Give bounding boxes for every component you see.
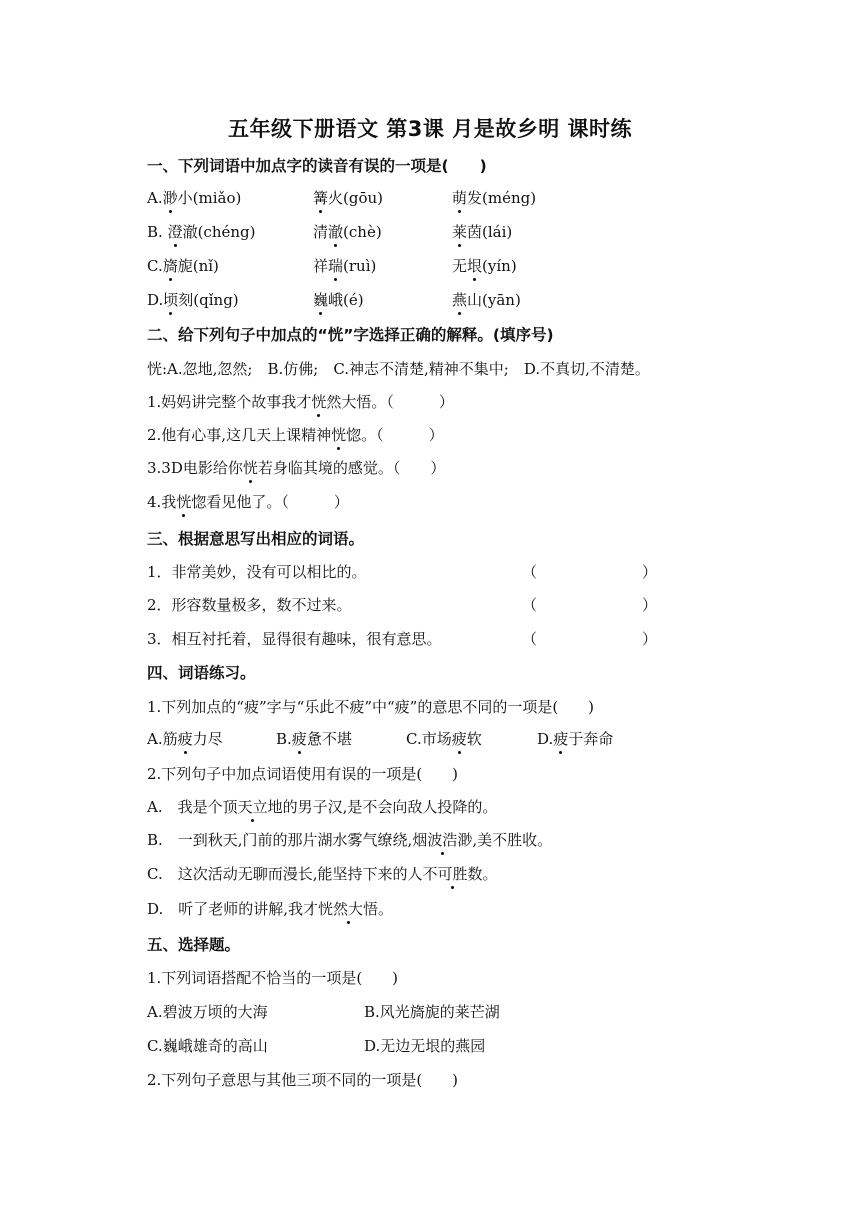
option-c: C.市场疲软 [406, 730, 482, 748]
option-d: D. 听了老师的讲解,我才恍然大悟。 [147, 900, 394, 918]
option-b: B. 澄澈(chéng) [147, 223, 256, 241]
word-b: 巍峨(é) [313, 291, 364, 309]
question-item: 1.妈妈讲完整个故事我才恍然大悟。（ ） [147, 393, 454, 411]
section1-heading: 一、下列词语中加点字的读音有误的一项是( ) [147, 157, 487, 175]
option-a: A.碧波万顷的大海 [147, 1003, 268, 1021]
question-item: 3.3D电影给你恍若身临其境的感觉。（ ） [147, 459, 446, 477]
option-b: B.疲惫不堪 [276, 730, 352, 748]
definition-line: 恍:A.忽地,忽然; B.仿佛; C.神志不清楚,精神不集中; D.不真切,不清楚。 [147, 360, 650, 378]
section2-heading: 二、给下列句子中加点的“恍”字选择正确的解释。(填序号) [147, 326, 554, 344]
word-c: 萌发(méng) [452, 189, 537, 207]
option-d: D.无边无垠的燕园 [364, 1037, 486, 1055]
page-title: 五年级下册语文 第3课 月是故乡明 课时练 [227, 117, 633, 141]
answer-blank: （ ） [522, 596, 658, 614]
option-c: C. 这次活动无聊而漫长,能坚持下来的人不可胜数。 [147, 865, 498, 883]
definition-item: 2．形容数量极多，数不过来。 [147, 596, 352, 614]
option-a: A. 我是个顶天立地的男子汉,是不会向敌人投降的。 [147, 798, 498, 816]
section4-heading: 四、词语练习。 [147, 664, 256, 682]
option-a: A.筋疲力尽 [147, 730, 223, 748]
definition-item: 3．相互衬托着，显得很有趣味，很有意思。 [147, 630, 442, 648]
definition-item: 1．非常美妙，没有可以相比的。 [147, 563, 367, 581]
word-b: 清澈(chè) [313, 223, 382, 241]
question-text: 1.下列加点的“疲”字与“乐此不疲”中“疲”的意思不同的一项是( ) [147, 698, 595, 716]
option-a: A.渺小(miǎo) [147, 189, 242, 207]
option-d: D.疲于奔命 [537, 730, 614, 748]
option-c: C.旖旎(nǐ) [147, 257, 219, 275]
option-d: D.顷刻(qǐng) [147, 291, 239, 309]
word-c: 燕山(yān) [452, 291, 521, 309]
question-text: 2.下列句子意思与其他三项不同的一项是( ) [147, 1071, 459, 1089]
question-text: 1.下列词语搭配不恰当的一项是( ) [147, 969, 399, 987]
word-c: 莱茵(lái) [452, 223, 513, 241]
section5-heading: 五、选择题。 [147, 936, 241, 954]
word-b: 篝火(gōu) [313, 189, 384, 207]
option-b: B. 一到秋天,门前的那片湖水雾气缭绕,烟波浩渺,美不胜收。 [147, 831, 553, 849]
question-item: 4.我恍惚看见他了。（ ） [147, 493, 349, 511]
question-item: 2.他有心事,这几天上课精神恍惚。（ ） [147, 426, 444, 444]
word-c: 无垠(yín) [452, 257, 517, 275]
answer-blank: （ ） [522, 563, 658, 581]
option-b: B.风光旖旎的莱芒湖 [364, 1003, 500, 1021]
section3-heading: 三、根据意思写出相应的词语。 [147, 530, 365, 548]
question-text: 2.下列句子中加点词语使用有误的一项是( ) [147, 765, 459, 783]
word-b: 祥瑞(ruì) [313, 257, 377, 275]
option-c: C.巍峨雄奇的高山 [147, 1037, 268, 1055]
answer-blank: （ ） [522, 630, 658, 648]
